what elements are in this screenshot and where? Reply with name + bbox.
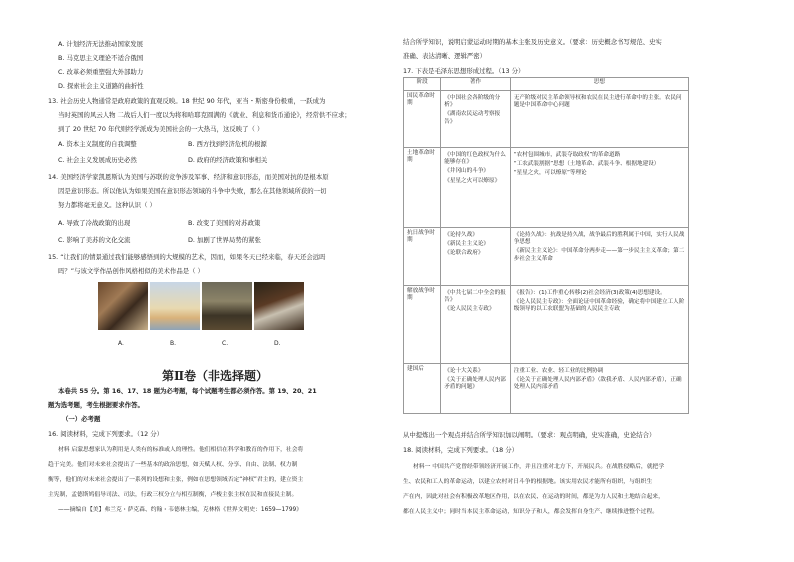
q13-option-c: C. 社会主义发展成历史必然 (58, 156, 137, 164)
table-row (404, 286, 689, 364)
work-item: 《论联合政府》 (444, 250, 484, 257)
works-cell (441, 364, 510, 414)
thought-cell (510, 148, 688, 228)
q14-option-c: C. 影响了美苏的文化交流 (58, 236, 131, 244)
stage-cell: 抗日战争时期 (404, 228, 441, 286)
thought-item: 《新民主主义论》：中国革命分两步走——第一步民主主义革命；第二步社会主义革命 (513, 248, 685, 262)
thought-cell (510, 228, 688, 286)
q12-option-b: B. 马克思主义理论不适合俄国 (58, 54, 144, 62)
thought-item: 《论持久战》：抗战是持久战，战争最后的胜利属于中国，实行人民战争思想 (513, 232, 685, 246)
artwork-c-label: C. (222, 340, 229, 347)
stage-cell: 解放战争时期 (404, 286, 441, 364)
works-cell (441, 286, 510, 364)
work-item: 《中国的红色政权为什么能够存在》 (444, 152, 506, 166)
artwork-a-image (98, 282, 148, 330)
q15-line-2: 吗？”与该文学作品创作风格相似的美术作品是（ ） (58, 267, 204, 275)
table-row (404, 148, 689, 228)
table-row (404, 364, 689, 414)
required-label: （一）必考题 (62, 415, 101, 423)
q14-option-b: B. 改变了美国的对苏政策 (188, 219, 261, 227)
q13-option-d: D. 政府的经济政策和事相关 (188, 156, 268, 164)
table-header-thought: 思想 (510, 78, 688, 91)
right-column (403, 0, 713, 562)
work-item: 《论人民民主专政》 (444, 306, 495, 313)
thought-item: 《论人民民主专政》：全面论证中国革命经验，确定将中国建立工人阶级领导的以工农联盟为基础的人民民主专政 (513, 299, 685, 313)
table-header-works: 著作 (441, 78, 510, 91)
thought-cell (510, 91, 688, 148)
thought-item: “工农武装割据”思想（土地革命、武装斗争、根据地建设） (513, 161, 660, 168)
q14-line-1: 14. 美国经济学家凯恩斯认为美国与苏联的竞争涉及军事、经济和意识形态，而美国对抗的是根本原 (48, 173, 329, 181)
table-row (404, 91, 689, 148)
section-note-line-2: 题为选考题，考生根据要求作答。 (48, 401, 144, 409)
stage-cell: 国民革命时期 (404, 91, 441, 148)
thought-item: “星星之火，可以燎原”等理论 (513, 170, 587, 177)
artwork-b-label: B. (170, 340, 177, 347)
work-item: 《关于正确处理人民内部矛盾的问题》 (444, 377, 506, 391)
left-column (48, 0, 382, 562)
stage-cell: 土地革命时期 (404, 148, 441, 228)
q12-option-c: C. 改革必须重塑强大外部助力 (58, 68, 144, 76)
q12-option-d: D. 探索社会主义道路的曲折性 (58, 82, 144, 90)
q16-material-line-1: 材料 启蒙思想家认为利用是人类有的标准或人的理性。他们相信在科学和教育的作用下，社会将 (58, 447, 304, 453)
q16-source: ——摘编自【美】弗兰克・萨克森、约翰・韦德林主编，克林格《世界文明史：1659—1799》 (58, 507, 302, 513)
work-item: 《中国社会各阶级的分析》 (444, 95, 501, 109)
section-title: 第Ⅱ卷（非选择题） (161, 369, 269, 383)
artwork-d-label: D. (274, 340, 281, 347)
q18-material-line-1: 材料一 中国共产党曾经带领经济开展工作，并且注重对北方下，开展民兵。在战胜侵略后，就把学 (413, 464, 665, 470)
q14-line-2: 因是意识形态。所以他认为如果美国在意识形态领域的斗争中失败，那么在其他领域所获的一切 (58, 187, 327, 195)
works-cell (441, 148, 510, 228)
thought-item: 无产阶级对民主革命领导权和农民在民主进行革命中的主张。农民问题是中国革命中心问题 (513, 95, 682, 109)
q17-question: 从中提炼出一个观点并结合所学知识加以阐明。（要求：观点明确，史实准确，史论结合） (403, 431, 656, 439)
q14-option-a: A. 导致了冷战政策的出现 (58, 219, 131, 227)
q13-option-b: B. 西方找到经济危机的根源 (188, 140, 267, 148)
thought-item: 注重工业、农业、轻工业的比例协调 (513, 368, 604, 374)
q16-material-line-2: 趋于完美。他们对未来社会提出了一些基本的政治思想，如天赋人权、分享、自由、法制、权力制 (48, 462, 298, 468)
thought-item: 《报告》：(1)工作重心转移(2)社会经济(3)政策(4)思想建设。 (513, 290, 666, 296)
work-item: 《新民主主义论》 (444, 241, 490, 248)
q18-material-line-4: 都在人民主义中；同时当本民主革命运动，知识分子和人，都会发挥自身生产、继续推进整个过程。 (403, 509, 659, 515)
q14-option-d: D. 加剧了世界局势的紧张 (188, 236, 261, 244)
thought-item: “农村包围城市，武装夺取政权”的革命道路 (513, 152, 621, 158)
work-item: 《论持久战》 (444, 232, 478, 238)
section-note-line-1: 本卷共 55 分。第 16、17、18 题为必考题，每个试题考生都必须作答。第 19、20、21 (58, 387, 317, 395)
stage-cell: 建国后 (404, 364, 441, 414)
artwork-a-label: A. (118, 340, 124, 347)
q12-option-a: A. 计划经济无法推动国家发展 (58, 40, 144, 48)
works-cell (441, 228, 510, 286)
q13-line-2: 当时英国的风云人物 二战后人们一度以为将和哈耶克圆满的《就业、利息和货币通论》，经常供不应求； (58, 111, 351, 119)
table-header-stage: 阶段 (404, 78, 441, 91)
work-item: 《星星之火可以燎原》 (444, 177, 501, 184)
q13-line-3: 到了 20 世纪 70 年代则经学派成为美国社会的一大热马，这反映了（ ） (58, 125, 264, 133)
q13-line-1: 13. 社会历史人物通常是政府政策的直观反映。18 世纪 90 年代，亚当・斯密身份极重，一跃成为 (48, 97, 326, 105)
q16-material-line-4: 主宪制，孟德斯鸠倡导司法、司法，行政三权分立与相互制衡，卢梭主张主权在民和直接民主制。 (48, 492, 298, 498)
q18-material-line-3: 产在内，因此对社会有积极改革地区作用，以在农民、在运动的时间，都是为力人民和土地结合起来， (403, 494, 664, 500)
thought-cell (510, 364, 688, 414)
work-item: 《井冈山的斗争》 (444, 168, 490, 175)
artwork-d-image (254, 282, 304, 330)
q18-heading: 18. 阅读材料，完成下列要求。（18 分） (403, 446, 519, 454)
work-item: 《湖南农民运动考察报告》 (444, 111, 501, 125)
q15-line-1: 15. “让我们的情景通过我们能够感悟到的大规模的艺术，因而，如果冬天已经来临，春天还会远吗 (48, 253, 326, 261)
q16-heading: 16. 阅读材料，完成下列要求。（12 分） (48, 430, 164, 438)
q17-heading: 17. 下表是毛泽东思想形成过程。（13 分） (403, 67, 525, 75)
table-row (404, 228, 689, 286)
q18-material-line-2: 生、农民和工人的革命运动，以建立农村对日斗争的根据地。该实用农民才能所有组织，与组织生 (403, 479, 653, 485)
work-item: 《论十大关系》 (444, 368, 484, 374)
intro-line-2: 准确、表达清晰、逻辑严密） (403, 52, 487, 60)
thought-cell (510, 286, 688, 364)
work-item: 《中共七届二中全会的报告》 (444, 290, 506, 304)
works-cell (441, 91, 510, 148)
q16-material-line-3: 衡等，他们的对未来社会提出了一系列的设想和主张，例如在思想领域否定“神权”君主的，建立资主 (48, 477, 304, 483)
thought-table (403, 77, 689, 414)
artwork-b-image (150, 282, 200, 330)
intro-line-1: 结合所学知识，说明启蒙运动时期的基本主张及历史意义。（要求：历史概念书写规范、史实 (403, 38, 662, 46)
artwork-c-image (202, 282, 252, 330)
q13-option-a: A. 资本主义制度的自我调整 (58, 140, 137, 148)
q14-line-3: 努力都将毫无意义。这种认识（ ） (58, 201, 156, 209)
table-header-row (404, 78, 689, 91)
thought-item: 《论关于正确处理人民内部矛盾》（敌我矛盾、人民内部矛盾），正确处理人民内部矛盾 (513, 377, 682, 391)
